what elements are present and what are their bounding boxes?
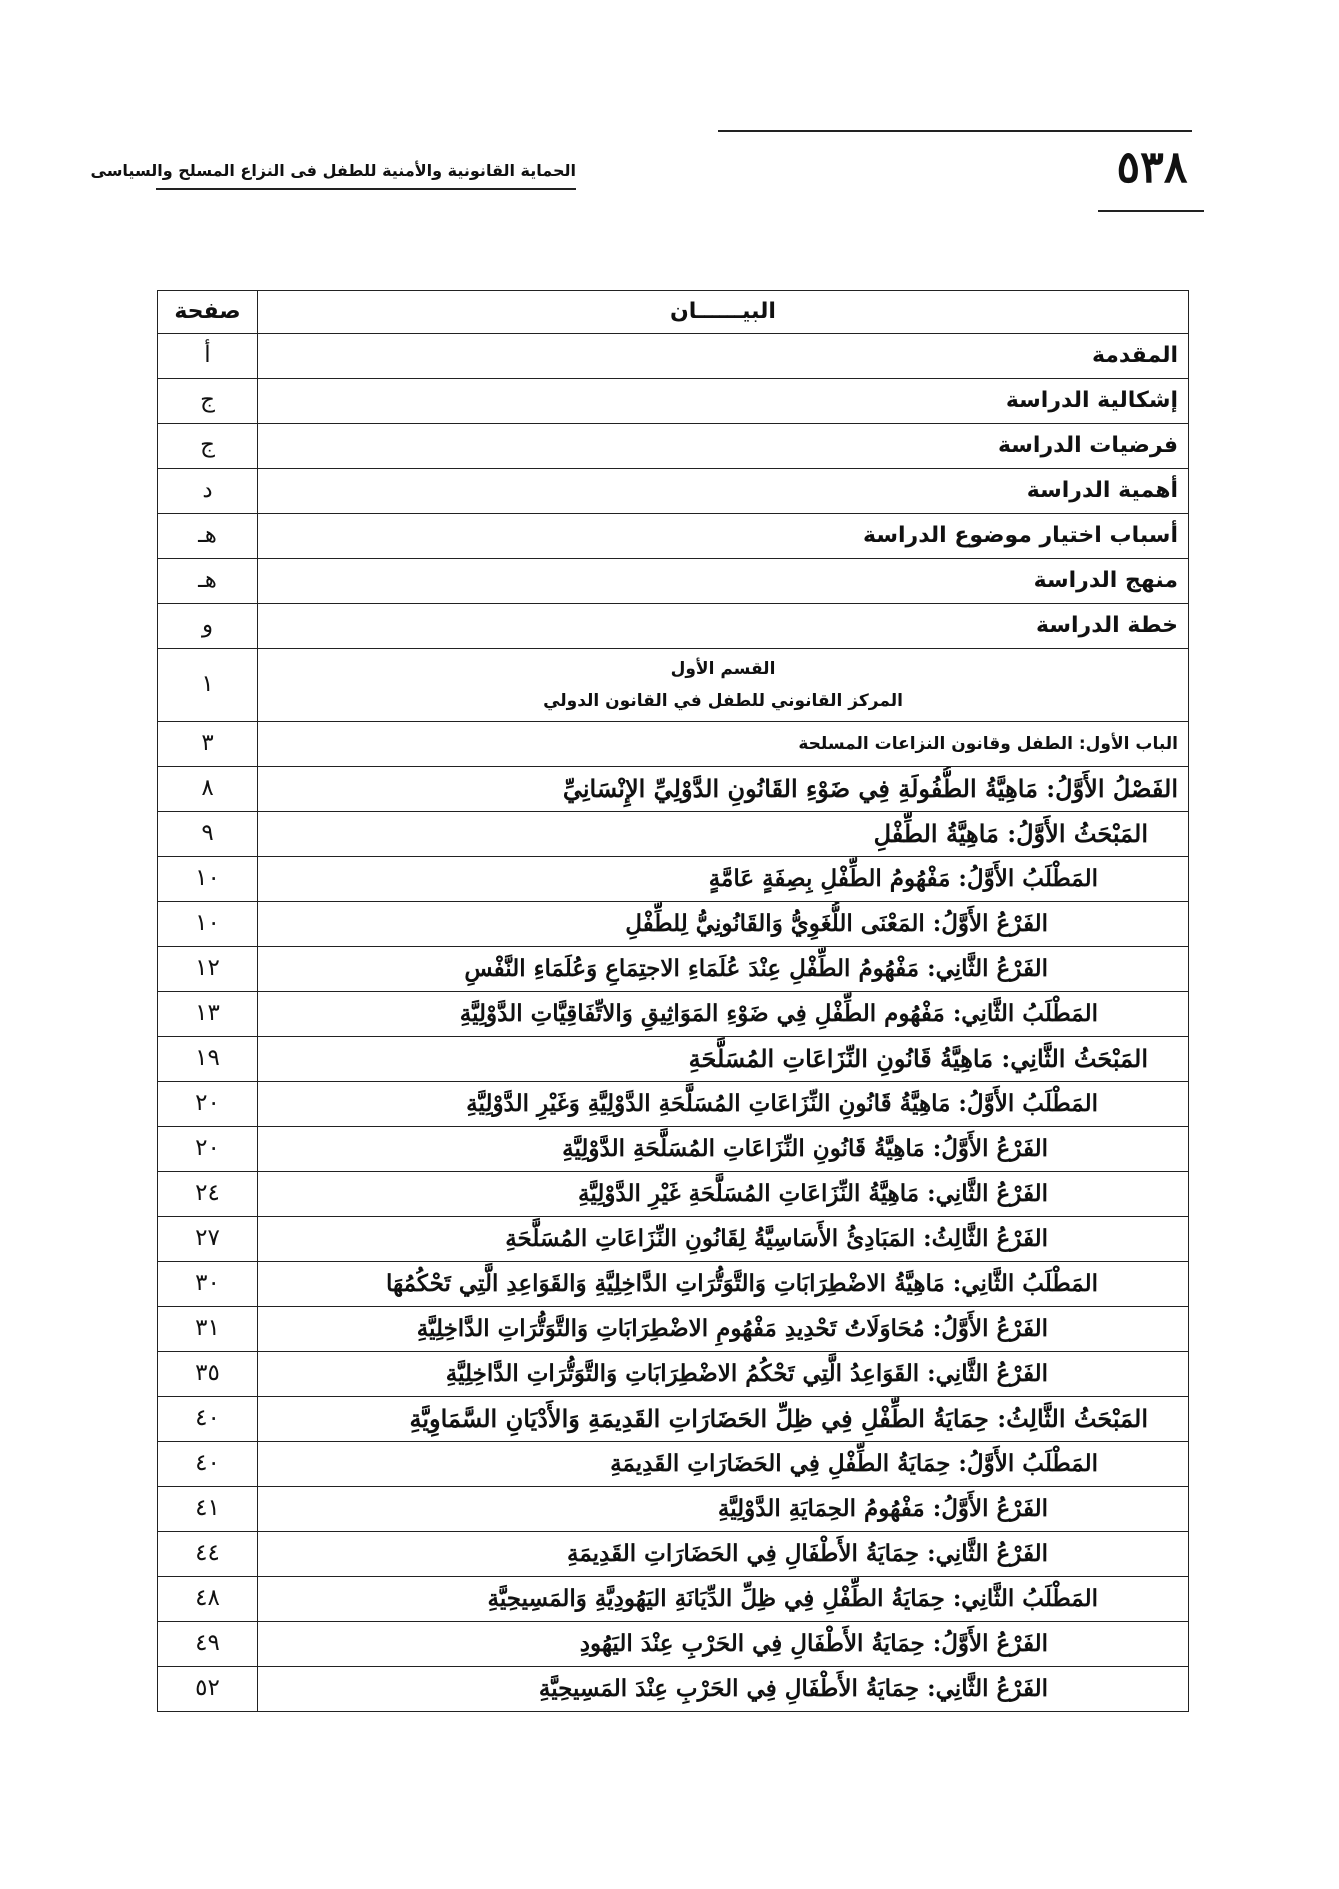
toc-page-number: ٤٩ bbox=[158, 1622, 258, 1667]
toc-body bbox=[158, 334, 1189, 1712]
toc-entry-title: الفَرْعُ الأَوَّلُ: المَعْنَى اللُّغَوِيُّ وَالقَانُونِيُّ لِلطِّفْلِ bbox=[258, 902, 1189, 947]
toc-row bbox=[158, 649, 1189, 722]
toc-page-number: ٢٧ bbox=[158, 1217, 258, 1262]
toc-page-number: ٤٠ bbox=[158, 1397, 258, 1442]
toc-entry-title: الفَرْعُ الثَّانِي: مَاهِيَّةُ النِّزَاعَاتِ المُسَلَّحَةِ غَيْرِ الدَّوْلِيَّةِ bbox=[258, 1172, 1189, 1217]
toc-row bbox=[158, 1217, 1189, 1262]
toc-page-number: ٤٤ bbox=[158, 1532, 258, 1577]
toc-entry-title: المَبْحَثُ الثَّالِثُ: حِمَايَةُ الطِّفْلِ فِي ظِلِّ الحَضَارَاتِ القَدِيمَةِ وَالأَدْيَانِ السَّمَاوِيَّةِ bbox=[258, 1397, 1189, 1442]
toc-page-number: و bbox=[158, 604, 258, 649]
toc-entry-title: الباب الأول: الطفل وقانون النزاعات المسلحة bbox=[258, 722, 1189, 767]
toc-entry-title: الفَرْعُ الثَّانِي: حِمَايَةُ الأَطْفَالِ فِي الحَضَارَاتِ القَدِيمَةِ bbox=[258, 1532, 1189, 1577]
toc-entry-title: المَطْلَبُ الأَوَّلُ: مَاهِيَّةُ قَانُونِ النِّزَاعَاتِ المُسَلَّحَةِ الدَّوْلِيَّةِ وَغَيْرِ الدَّوْلِيَّةِ bbox=[258, 1082, 1189, 1127]
toc-page-number: ٣٥ bbox=[158, 1352, 258, 1397]
toc-page-number: ١٣ bbox=[158, 992, 258, 1037]
toc-entry-title: الفَرْعُ الأَوَّلُ: مَفْهُومُ الحِمَايَةِ الدَّوْلِيَّةِ bbox=[258, 1487, 1189, 1532]
toc-page-number: ٢٠ bbox=[158, 1082, 258, 1127]
toc-row bbox=[158, 1082, 1189, 1127]
toc-entry-title: الفَرْعُ الثَّانِي: القَوَاعِدُ الَّتِي تَحْكُمُ الاضْطِرَابَاتِ وَالتَّوَتُّرَاتِ الدَّاخِلِيَّةِ bbox=[258, 1352, 1189, 1397]
toc-entry-title: الفَرْعُ الأَوَّلُ: مَاهِيَّةُ قَانُونِ النِّزَاعَاتِ المُسَلَّحَةِ الدَّوْلِيَّةِ bbox=[258, 1127, 1189, 1172]
toc-page-number: ٩ bbox=[158, 812, 258, 857]
toc-page-number: ٤٠ bbox=[158, 1442, 258, 1487]
toc-row bbox=[158, 334, 1189, 379]
running-title: الحماية القانونية والأمنية للطفل فى النزاع المسلح والسياسى bbox=[90, 161, 576, 180]
header-rule-top bbox=[718, 130, 1192, 132]
toc-row bbox=[158, 1622, 1189, 1667]
toc-entry-title: فرضيات الدراسة bbox=[258, 424, 1189, 469]
toc-row bbox=[158, 1487, 1189, 1532]
toc-row bbox=[158, 1307, 1189, 1352]
toc-entry-title: المَطْلَبُ الأَوَّلُ: حِمَايَةُ الطِّفْلِ فِي الحَضَارَاتِ القَدِيمَةِ bbox=[258, 1442, 1189, 1487]
section-heading: القسم الأول bbox=[670, 659, 776, 679]
toc-row bbox=[158, 469, 1189, 514]
toc-row bbox=[158, 1037, 1189, 1082]
toc-row bbox=[158, 514, 1189, 559]
toc-row bbox=[158, 1172, 1189, 1217]
column-header-page: صفحة bbox=[158, 291, 258, 334]
toc-page-number: هـ bbox=[158, 514, 258, 559]
toc-row bbox=[158, 1577, 1189, 1622]
toc-entry-title: أهمية الدراسة bbox=[258, 469, 1189, 514]
header-rule-number bbox=[1098, 210, 1204, 212]
column-header-title: البيــــــان bbox=[258, 291, 1189, 334]
toc-page-number: ج bbox=[158, 379, 258, 424]
toc-page-number: ١٠ bbox=[158, 902, 258, 947]
toc-page-number: ١٩ bbox=[158, 1037, 258, 1082]
toc-entry-title: الفَرْعُ الثَّالِثُ: المَبَادِئُ الأَسَاسِيَّةُ لِقَانُونِ النِّزَاعَاتِ المُسَلَّحَةِ bbox=[258, 1217, 1189, 1262]
toc-row bbox=[158, 559, 1189, 604]
toc-row bbox=[158, 1127, 1189, 1172]
toc-entry-title: المَطْلَبُ الثَّانِي: مَفْهُوم الطِّفْلِ فِي ضَوْءِ المَوَاثِيقِ وَالاتِّفَاقِيَّاتِ الدَّوْلِيَّةِ bbox=[258, 992, 1189, 1037]
toc-entry-title: منهج الدراسة bbox=[258, 559, 1189, 604]
toc-entry-title: المَطْلَبُ الثَّانِي: مَاهِيَّةُ الاضْطِرَابَاتِ وَالتَّوَتُّرَاتِ الدَّاخِلِيَّةِ وَالقَوَاعِدِ الَّتِي تَحْكُمُهَا bbox=[258, 1262, 1189, 1307]
toc-page-number: أ bbox=[158, 334, 258, 379]
toc-row bbox=[158, 767, 1189, 812]
toc-row bbox=[158, 857, 1189, 902]
toc-page-number: ١٠ bbox=[158, 857, 258, 902]
toc-entry-title bbox=[258, 649, 1189, 722]
toc-page-number: ٤٨ bbox=[158, 1577, 258, 1622]
toc-entry-title: الفَرْعُ الثَّانِي: مَفْهُومُ الطِّفْلِ عِنْدَ عُلَمَاءِ الاجتِمَاعِ وَعُلَمَاءِ النَّفْسِ bbox=[258, 947, 1189, 992]
section-subheading: المركز القانوني للطفل في القانون الدولي bbox=[543, 691, 903, 711]
toc-page-number: ١ bbox=[158, 649, 258, 722]
toc-header-row bbox=[158, 291, 1189, 334]
toc-row bbox=[158, 1667, 1189, 1712]
toc-page-number: هـ bbox=[158, 559, 258, 604]
toc-page-number: ٨ bbox=[158, 767, 258, 812]
toc-row bbox=[158, 379, 1189, 424]
toc-entry-title: إشكالية الدراسة bbox=[258, 379, 1189, 424]
toc-row bbox=[158, 424, 1189, 469]
toc-entry-title: المَبْحَثُ الأَوَّلُ: مَاهِيَّةُ الطِّفْلِ bbox=[258, 812, 1189, 857]
toc-row bbox=[158, 812, 1189, 857]
toc-row bbox=[158, 1442, 1189, 1487]
toc-entry-title: الفَرْعُ الثَّانِي: حِمَايَةُ الأَطْفَالِ فِي الحَرْبِ عِنْدَ المَسِيحِيَّةِ bbox=[258, 1667, 1189, 1712]
toc-page-number: ٤١ bbox=[158, 1487, 258, 1532]
toc-entry-title: المَطْلَبُ الثَّانِي: حِمَايَةُ الطِّفْلِ فِي ظِلِّ الدِّيَانَةِ اليَهُودِيَّةِ وَالمَسِيحِيَّةِ bbox=[258, 1577, 1189, 1622]
table-of-contents bbox=[157, 290, 1189, 1712]
toc-row bbox=[158, 992, 1189, 1037]
toc-entry-title: الفَرْعُ الأَوَّلُ: حِمَايَةُ الأَطْفَالِ فِي الحَرْبِ عِنْدَ اليَهُودِ bbox=[258, 1622, 1189, 1667]
toc-row bbox=[158, 947, 1189, 992]
toc-row bbox=[158, 722, 1189, 767]
toc-entry-title: الفَرْعُ الأَوَّلُ: مُحَاوَلَاتُ تَحْدِيدِ مَفْهُومِ الاضْطِرَابَاتِ وَالتَّوَتُّرَاتِ الدَّاخِلِيَّةِ bbox=[258, 1307, 1189, 1352]
toc-entry-title: خطة الدراسة bbox=[258, 604, 1189, 649]
toc-page-number: ٢٤ bbox=[158, 1172, 258, 1217]
toc-entry-title: المقدمة bbox=[258, 334, 1189, 379]
page-number: ٥٣٨ bbox=[1116, 142, 1188, 193]
toc-entry-title: المَبْحَثُ الثَّانِي: مَاهِيَّةُ قَانُونِ النِّزَاعَاتِ المُسَلَّحَةِ bbox=[258, 1037, 1189, 1082]
toc-page-number: ٣٠ bbox=[158, 1262, 258, 1307]
toc-page-number: د bbox=[158, 469, 258, 514]
toc-row bbox=[158, 1262, 1189, 1307]
toc-page-number: ٢٠ bbox=[158, 1127, 258, 1172]
toc-page-number: ج bbox=[158, 424, 258, 469]
toc-entry-title: المَطْلَبُ الأَوَّلُ: مَفْهُومُ الطِّفْلِ بِصِفَةٍ عَامَّةٍ bbox=[258, 857, 1189, 902]
toc-page-number: ٣ bbox=[158, 722, 258, 767]
toc-page-number: ٥٢ bbox=[158, 1667, 258, 1712]
toc-row bbox=[158, 1532, 1189, 1577]
toc-row bbox=[158, 1352, 1189, 1397]
toc-row bbox=[158, 1397, 1189, 1442]
toc-row bbox=[158, 604, 1189, 649]
toc-row bbox=[158, 902, 1189, 947]
toc-page-number: ٣١ bbox=[158, 1307, 258, 1352]
toc-page-number: ١٢ bbox=[158, 947, 258, 992]
header-rule-title bbox=[156, 188, 576, 190]
toc-entry-title: أسباب اختيار موضوع الدراسة bbox=[258, 514, 1189, 559]
toc-entry-title: الفَصْلُ الأَوَّلُ: مَاهِيَّةُ الطُّفُولَةِ فِي ضَوْءِ القَانُونِ الدَّوْلِيِّ الإِنْسَانِيِّ bbox=[258, 767, 1189, 812]
